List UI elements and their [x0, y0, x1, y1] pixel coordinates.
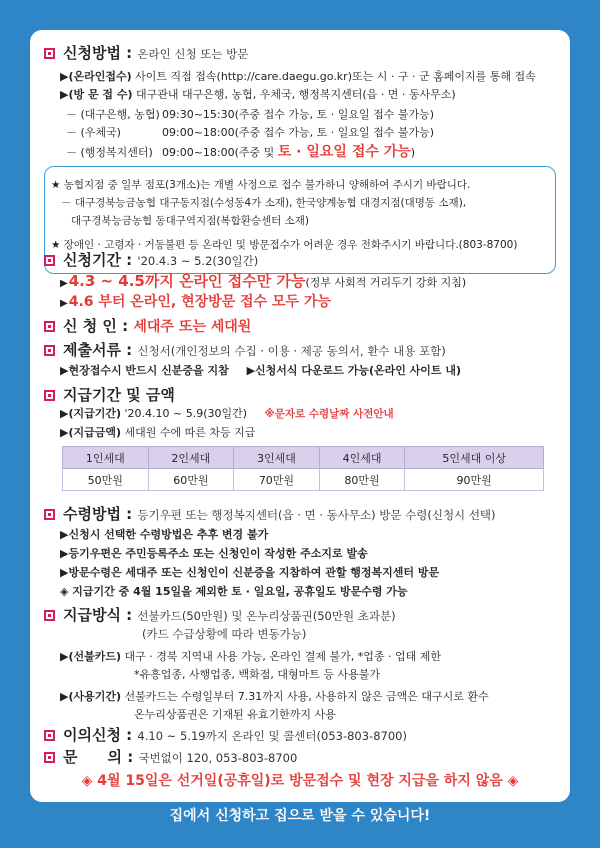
- table-header: 4인세대: [319, 447, 405, 469]
- bullet-square-icon: [44, 730, 55, 741]
- period-heading: 신청기간 : '20.4.3 ~ 5.2(30일간): [44, 249, 258, 270]
- table-row: [63, 469, 544, 491]
- payment-period-line: ▶(지급기간) '20.4.10 ~ 5.9(30일간) ※문자로 수령날짜 사전안내: [60, 407, 394, 420]
- table-header-row: [63, 447, 544, 469]
- receive-heading: 수령방법 : 등기우편 또는 행정복지센터(읍 · 면 · 동사무소) 방문 수령(신청시 선택): [44, 503, 496, 524]
- hours-row-bank: － (대구은행, 농협) 09:30~15:30(주중 접수 가능, 토 · 일요일 접수 불가능): [66, 108, 435, 121]
- hours-row-center: － (행정복지센터) 09:00~18:00(주중 및 토 · 일요일 접수 가능): [66, 144, 416, 160]
- hours-row-post: － (우체국) 09:00~18:00(주중 접수 가능, 토 · 일요일 접수 불가능): [66, 126, 435, 139]
- table-header: 1인세대: [63, 447, 149, 469]
- receive-line: ◈ 지급기간 중 4월 15일을 제외한 토 · 일요일, 공휴일도 방문수령 가능: [60, 585, 408, 598]
- pay-method-heading: 지급방식 : 선불카드(50만원) 및 온누리상품권(50만원 초과분): [44, 604, 396, 625]
- bullet-square-icon: [44, 255, 55, 266]
- receive-line: ▶신청시 선택한 수령방법은 추후 변경 불가: [60, 528, 269, 541]
- table-header: 5인세대 이상: [405, 447, 544, 469]
- table-cell: 60만원: [148, 469, 234, 491]
- use-period-line: ▶(사용기간) 선불카드는 수령일부터 7.31까지 사용, 사용하지 않은 금액은 대구시로 환수: [60, 690, 489, 703]
- bullet-square-icon: [44, 321, 55, 332]
- period-line1: ▶4.3 ~ 4.5까지 온라인 접수만 가능(정부 사회적 거리두기 강화 지침): [60, 272, 467, 290]
- footer-slogan: 집에서 신청하고 집으로 받을 수 있습니다!: [169, 808, 431, 824]
- period-line2: ▶4.6 부터 온라인, 현장방문 접수 모두 가능: [60, 294, 331, 310]
- visit-line: ▶(방 문 접 수) 대구관내 대구은행, 농협, 우체국, 행정복지센터(읍 · 면 · 동사무소): [60, 88, 456, 101]
- bullet-square-icon: [44, 509, 55, 520]
- payment-amount-line: ▶(지급금액) 세대원 수에 따른 차등 지급: [60, 426, 256, 439]
- table-header: 3인세대: [234, 447, 320, 469]
- election-day-warning: ◈ 4월 15일은 선거일(공휴일)로 방문접수 및 현장 지급을 하지 않음 ◈: [81, 773, 519, 789]
- payment-heading: 지급기간 및 금액: [44, 384, 175, 405]
- table-cell: 80만원: [319, 469, 405, 491]
- bullet-square-icon: [44, 48, 55, 59]
- bullet-square-icon: [44, 345, 55, 356]
- info-card: [30, 30, 570, 802]
- inquiry-heading: 문 의 : 국번없이 120, 053-803-8700: [44, 746, 297, 767]
- method-subtitle: 온라인 신청 또는 방문: [137, 47, 249, 61]
- table-cell: 90만원: [405, 469, 544, 491]
- notice-line: ★ 농협지점 중 일부 점포(3개소)는 개별 사정으로 접수 불가하니 양해하여 주시기 바랍니다.: [51, 179, 471, 191]
- use-period-line-2: 온누리상품권은 기재된 유효기한까지 사용: [134, 708, 336, 721]
- table-cell: 70만원: [234, 469, 320, 491]
- card-line-2: *유흥업종, 사행업종, 백화점, 대형마트 등 사용불가: [134, 668, 380, 681]
- notice-line: － 대구경북능금농협 대구동지점(수성동4가 소재), 한국양계농협 대경지점(대명동 소재),: [61, 197, 467, 209]
- bullet-square-icon: [44, 752, 55, 763]
- objection-heading: 이의신청 : 4.10 ~ 5.19까지 온라인 및 콜센터(053-803-8700): [44, 724, 407, 745]
- documents-heading: 제출서류 : 신청서(개인정보의 수집 · 이용 · 제공 동의서, 환수 내용 포함): [44, 339, 446, 360]
- notice-line: 대구경북능금농협 동대구역지점(복합환승센터 소재): [71, 215, 310, 227]
- card-line: ▶(선불카드) 대구 · 경북 지역내 사용 가능, 온라인 결제 불가, *업종 · 업태 제한: [60, 650, 441, 663]
- receive-line: ▶등기우편은 주민등록주소 또는 신청인이 작성한 주소지로 발송: [60, 547, 368, 560]
- applicant-heading: 신 청 인 : 세대주 또는 세대원: [44, 315, 251, 336]
- amount-table: [62, 446, 544, 491]
- bullet-square-icon: [44, 390, 55, 401]
- receive-line: ▶방문수령은 세대주 또는 신청인이 신분증을 지참하여 관할 행정복지센터 방문: [60, 566, 440, 579]
- pay-method-note: (카드 수급상황에 따라 변동가능): [142, 627, 307, 641]
- online-line: ▶(온라인접수) 사이트 직접 접속(http://care.daegu.go.kr)또는 시 · 구 · 군 홈페이지를 통해 접속: [60, 70, 536, 83]
- bullet-square-icon: [44, 610, 55, 621]
- table-header: 2인세대: [148, 447, 234, 469]
- notice-line: ★ 장애인 · 고령자 · 거동불편 등 온라인 및 방문접수가 어려운 경우 전화주시기 바랍니다.(803-8700): [51, 239, 518, 251]
- table-cell: 50만원: [63, 469, 149, 491]
- method-heading: 신청방법 : 온라인 신청 또는 방문: [44, 42, 248, 63]
- documents-notes: ▶현장접수시 반드시 신분증을 지참 ▶신청서식 다운로드 가능(온라인 사이트 내): [60, 364, 462, 377]
